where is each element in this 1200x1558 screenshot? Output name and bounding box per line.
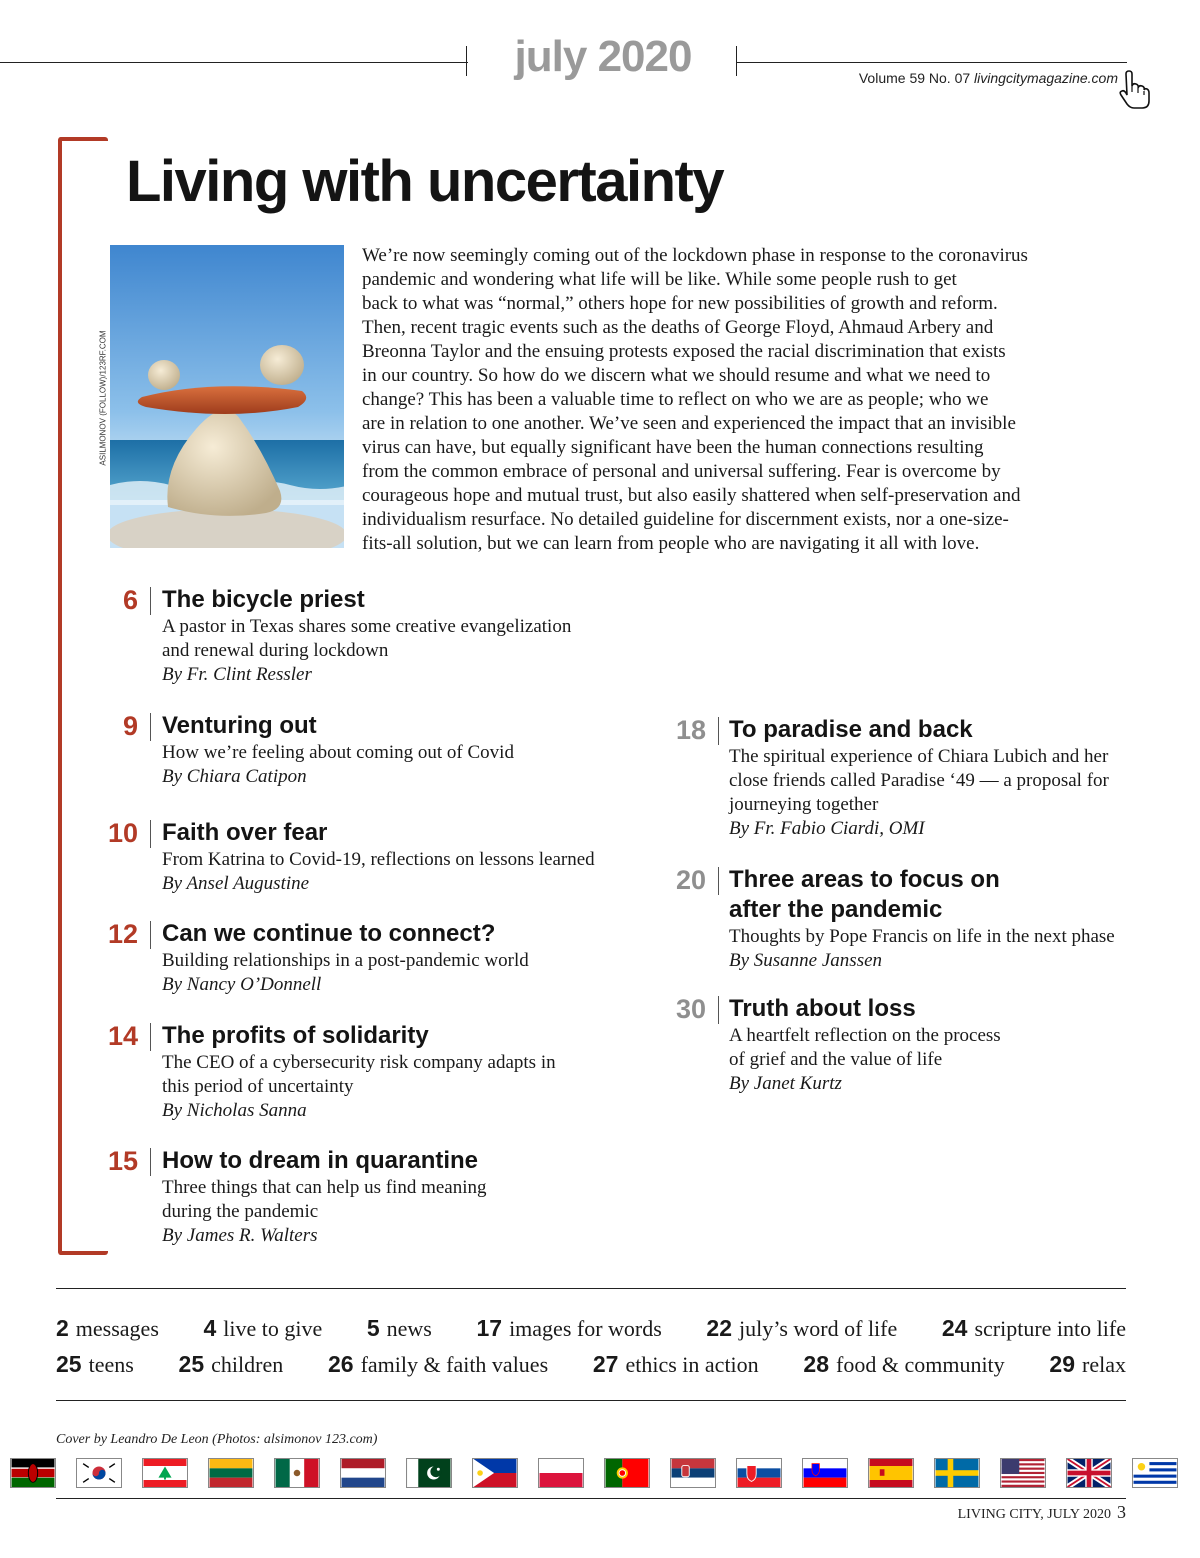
usa-flag-icon <box>1000 1458 1046 1488</box>
article-byline: By Fr. Clint Ressler <box>162 664 312 685</box>
separator <box>718 867 719 895</box>
separator <box>718 996 719 1024</box>
article-page-number: 18 <box>675 715 706 745</box>
intro-line: pandemic and wondering what life will be like. While some people rush to get <box>362 269 957 290</box>
article-page-number: 10 <box>107 818 138 848</box>
volume-number: Volume 59 No. 07 <box>858 70 971 86</box>
intro-line: We’re now seemingly coming out of the lockdown phase in response to the coronavirus <box>362 245 1028 266</box>
article-description: during the pandemic <box>162 1201 319 1222</box>
sweden-flag-icon <box>934 1458 980 1488</box>
article-body <box>162 1146 662 1248</box>
pakistan-flag-icon <box>406 1458 452 1488</box>
intro-line: virus can have, but equally significant have been the human connections resulting <box>362 437 984 458</box>
article-description: The spiritual experience of Chiara Lubich and her <box>729 746 1109 767</box>
article-byline: By James R. Walters <box>162 1225 318 1246</box>
article-title: To paradise and back <box>729 716 973 743</box>
kenya-flag-icon <box>10 1458 56 1488</box>
intro-line: courageous hope and mutual trust, but also easily shattered when self-preservation and <box>362 485 1021 506</box>
department-item[interactable]: 17 images for words <box>476 1315 662 1341</box>
intro-line: individualism resurface. No detailed guideline for discernment exists, nor a one-size- <box>362 509 1009 530</box>
header-rule-left <box>0 62 468 63</box>
department-item[interactable]: 2 messages <box>56 1315 159 1341</box>
article-page-number: 14 <box>107 1021 138 1051</box>
pointing-hand-icon <box>1116 70 1150 110</box>
flag-strip <box>10 1458 1192 1488</box>
header-rule-right <box>737 62 1127 63</box>
article-body <box>162 711 662 789</box>
article-description: and renewal during lockdown <box>162 640 389 661</box>
poland-flag-icon <box>538 1458 584 1488</box>
article-title: Venturing out <box>162 712 317 739</box>
article-description: From Katrina to Covid-19, reflections on lessons learned <box>162 849 595 870</box>
feature-headline: Living with uncertainty <box>126 149 724 214</box>
photo-credit: ASILMONOV (FOLLOW)/123RF.COM <box>98 330 108 466</box>
intro-line: fits-all solution, but we can learn from people who are navigating it all with love. <box>362 533 980 554</box>
department-item[interactable]: 27 ethics in action <box>592 1351 759 1377</box>
article-byline: By Nicholas Sanna <box>162 1100 307 1121</box>
article-title: Faith over fear <box>162 819 328 846</box>
article-description: Three things that can help us find meaning <box>162 1177 487 1198</box>
departments-row <box>56 1349 1126 1380</box>
portugal-flag-icon <box>604 1458 650 1488</box>
article-byline: By Fr. Fabio Ciardi, OMI <box>729 818 925 839</box>
uruguay-flag-icon <box>1132 1458 1178 1488</box>
article-description: of grief and the value of life <box>729 1049 943 1070</box>
article-page-number: 20 <box>675 865 706 895</box>
intro-line: in our country. So how do we discern what we should resume and what we need to <box>362 365 991 386</box>
article-title: The profits of solidarity <box>162 1022 429 1049</box>
balanced-stones-image <box>110 245 344 548</box>
department-item[interactable]: 22 july’s word of life <box>706 1315 898 1341</box>
philippines-flag-icon <box>472 1458 518 1488</box>
article-byline: By Susanne Janssen <box>729 950 883 971</box>
department-item[interactable]: 5 news <box>366 1315 432 1341</box>
article-title: after the pandemic <box>729 896 943 923</box>
article-body <box>729 715 1159 841</box>
slovakia-flag-icon <box>736 1458 782 1488</box>
running-head: LIVING CITY, JULY 2020 <box>957 1507 1111 1522</box>
article-title: The bicycle priest <box>162 586 365 613</box>
page-footer <box>958 1502 1126 1523</box>
issue-month-title: july 2020 <box>514 32 692 81</box>
balanced-stones-photo <box>110 245 344 548</box>
separator <box>150 713 151 741</box>
department-item[interactable]: 4 live to give <box>203 1315 323 1341</box>
separator <box>150 820 151 848</box>
article-body <box>162 585 662 687</box>
article-description: journeying together <box>729 794 879 815</box>
article-description: Building relationships in a post-pandemic world <box>162 950 529 971</box>
article-title: Truth about loss <box>729 995 916 1022</box>
lebanon-flag-icon <box>142 1458 188 1488</box>
article-description: How we’re feeling about coming out of Covid <box>162 742 514 763</box>
article-description: A heartfelt reflection on the process <box>729 1025 1001 1046</box>
article-description: this period of uncertainty <box>162 1076 354 1097</box>
department-item[interactable]: 28 food & community <box>803 1351 1005 1377</box>
article-description: A pastor in Texas shares some creative evangelization <box>162 616 572 637</box>
separator <box>150 587 151 615</box>
separator <box>150 921 151 949</box>
page-number: 3 <box>1117 1502 1126 1522</box>
south-korea-flag-icon <box>76 1458 122 1488</box>
slovenia-flag-icon <box>802 1458 848 1488</box>
intro-line: change? This has been a valuable time to reflect on who we are as people; who we <box>362 389 989 410</box>
departments-row <box>56 1313 1126 1344</box>
article-page-number: 15 <box>107 1146 138 1176</box>
article-byline: By Chiara Catipon <box>162 766 307 787</box>
mexico-flag-icon <box>274 1458 320 1488</box>
spain-flag-icon <box>868 1458 914 1488</box>
separator <box>150 1148 151 1176</box>
article-description: The CEO of a cybersecurity risk company adapts in <box>162 1052 556 1073</box>
article-body <box>729 865 1159 973</box>
article-page-number: 30 <box>675 994 706 1024</box>
departments-rule-top <box>56 1288 1126 1289</box>
departments-rule-bottom <box>56 1400 1126 1401</box>
article-body <box>162 1021 662 1123</box>
article-byline: By Janet Kurtz <box>729 1073 842 1094</box>
article-title: How to dream in quarantine <box>162 1147 479 1174</box>
volume-info <box>859 70 1118 86</box>
intro-line: back to what was “normal,” others hope for new possibilities of growth and reform. <box>362 293 998 314</box>
netherlands-flag-icon <box>340 1458 386 1488</box>
department-item[interactable]: 29 relax <box>1049 1351 1126 1377</box>
footer-rule <box>56 1498 1126 1499</box>
serbia-flag-icon <box>670 1458 716 1488</box>
article-body <box>162 919 662 997</box>
article-page-number: 9 <box>122 711 138 741</box>
article-page-number: 6 <box>122 585 138 615</box>
intro-line: Breonna Taylor and the ensuing protests exposed the racial discrimination that exists <box>362 341 1006 362</box>
lithuania-flag-icon <box>208 1458 254 1488</box>
article-title: Can we continue to connect? <box>162 920 496 947</box>
intro-line: from the common embrace of personal and universal suffering. Fear is overcome by <box>362 461 1001 482</box>
cover-credit: Cover by Leandro De Leon (Photos: alsimonov 123.com) <box>56 1432 378 1447</box>
article-byline: By Ansel Augustine <box>162 873 310 894</box>
separator <box>718 717 719 745</box>
article-page-number: 12 <box>107 919 138 949</box>
header-tick-right <box>736 46 737 76</box>
separator <box>150 1023 151 1051</box>
feature-intro <box>362 244 1102 556</box>
article-title: Three areas to focus on <box>729 866 1000 893</box>
department-item[interactable]: 25 teens <box>56 1351 134 1377</box>
article-description: close friends called Paradise ‘49 — a proposal for <box>729 770 1109 791</box>
intro-line: are in relation to one another. We’ve seen and experienced the impact that an invisible <box>362 413 1016 434</box>
department-item[interactable]: 25 children <box>178 1351 284 1377</box>
department-item[interactable]: 24 scripture into life <box>941 1315 1126 1341</box>
header-tick-left <box>466 46 467 76</box>
article-body <box>729 994 1159 1096</box>
department-item[interactable]: 26 family & faith values <box>327 1351 549 1377</box>
website-link[interactable]: livingcitymagazine.com <box>974 70 1118 86</box>
uk-flag-icon <box>1066 1458 1112 1488</box>
intro-line: Then, recent tragic events such as the deaths of George Floyd, Ahmaud Arbery and <box>362 317 994 338</box>
article-body <box>162 818 662 896</box>
article-description: Thoughts by Pope Francis on life in the next phase <box>729 926 1115 947</box>
article-byline: By Nancy O’Donnell <box>162 974 322 995</box>
